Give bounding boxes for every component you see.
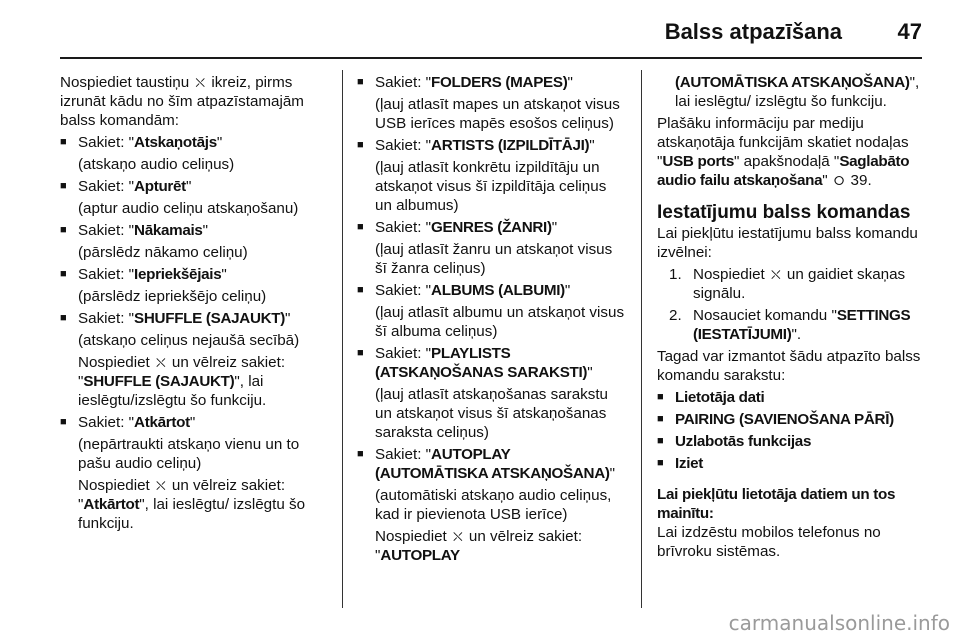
voice-button-icon: ⛌ <box>453 529 463 544</box>
item-note: Nospiediet ⛌ un vēlreiz sakiet: "AUTOPLAY <box>375 528 583 564</box>
item-description: (ļauj atlasīt mapes un atskaņot visus USB ierīces mapēs esošos celiņus) <box>375 96 620 132</box>
list-item: ■ Sakiet: "Atkārtot" <box>60 413 328 432</box>
page-number: 47 <box>897 19 922 44</box>
item-note: Nospiediet ⛌ un vēlreiz sakiet: "SHUFFLE (SAJAUKT)", lai ieslēgtu/izslēgtu šo funkciju. <box>78 354 286 409</box>
item-description: (automātiski atskaņo audio celiņus, kad ir pievienota USB ierīce) <box>375 487 612 523</box>
column-divider-1 <box>342 70 343 608</box>
page-header <box>0 0 960 60</box>
item-description: (pārslēdz iepriekšējo celiņu) <box>78 288 267 305</box>
list-item: ■ Sakiet: "Atskaņotājs" <box>60 133 328 152</box>
more-info-paragraph: Plašāku informāciju par mediju atskaņotāja funkcijām skatiet nodaļas "USB ports" apakšnodaļā "Saglabāto audio failu atskaņošana" ⭘ 39. <box>657 115 910 189</box>
item-description: (ļauj atlasīt žanru un atskaņot visus šī žanra celiņus) <box>375 241 613 277</box>
command-item: ■ Iziet <box>657 454 927 473</box>
item-description: (pārslēdz nākamo celiņu) <box>78 244 248 261</box>
list-item: ■ Sakiet: "Apturēt" <box>60 177 328 196</box>
commands-intro: Tagad var izmantot šādu atpazīto balss komandu sarakstu: <box>657 348 921 384</box>
list-item: ■ Sakiet: "SHUFFLE (SAJAUKT)" <box>60 309 328 328</box>
column-divider-2 <box>641 70 642 608</box>
column-3 <box>657 73 927 564</box>
list-item: ■ Sakiet: "AUTOPLAY (AUTOMĀTISKA ATSKAŅOŠANA)" <box>357 445 625 483</box>
intro-paragraph: Nospiediet taustiņu ⛌ ikreiz, pirms izrunāt kādu no šīm atpazīstamajām balss komandām: <box>60 74 304 129</box>
item-description: (aptur audio celiņu atskaņošanu) <box>78 200 299 217</box>
item-description: (atskaņo celiņus nejaušā secībā) <box>78 332 300 349</box>
item-description: (ļauj atlasīt albumu un atskaņot visus šī albuma celiņus) <box>375 304 625 340</box>
page-title: Balss atpazīšana <box>664 19 842 44</box>
voice-button-icon: ⛌ <box>156 478 166 493</box>
command-item: ■ Uzlabotās funkcijas <box>657 432 927 451</box>
column-2 <box>357 73 625 568</box>
list-item: ■ Sakiet: "Nākamais" <box>60 221 328 240</box>
section-title: Iestatījumu balss komandas <box>657 202 911 223</box>
item-description: (ļauj atlasīt atskaņošanas sarakstu un atskaņot visus šī atskaņošanas saraksta celiņus) <box>375 386 608 441</box>
step-item: 2. Nosauciet komandu "SETTINGS (IESTATĪJUMI)". <box>669 307 911 343</box>
list-item: ■ Sakiet: "FOLDERS (MAPES)" <box>357 73 625 92</box>
item-note: Nospiediet ⛌ un vēlreiz sakiet: "Atkārtot", lai ieslēgtu/ izslēgtu šo funkciju. <box>78 477 306 532</box>
subsection-text: Lai izdzēstu mobilos telefonus no brīvroku sistēmas. <box>657 524 881 560</box>
item-description: (ļauj atlasīt konkrētu izpildītāju un atskaņot visus šī izpildītāja celiņus un albumus) <box>375 159 607 214</box>
item-description: (nepārtraukti atskaņo vienu un to pašu audio celiņu) <box>78 436 300 472</box>
list-item: ■ Sakiet: "PLAYLISTS (ATSKAŅOŠANAS SARAKSTI)" <box>357 344 625 382</box>
step-item: 1. Nospiediet ⛌ un gaidiet skaņas signālu. <box>669 266 906 302</box>
command-item: ■ Lietotāja dati <box>657 388 927 407</box>
header-divider <box>60 57 922 59</box>
page-reference-arrow-icon: ⭘ <box>833 173 845 188</box>
command-item: ■ PAIRING (SAVIENOŠANA PĀRĪ) <box>657 410 927 429</box>
watermark: carmanualsonline.info <box>728 611 950 635</box>
list-item: ■ Sakiet: "ALBUMS (ALBUMI)" <box>357 281 625 300</box>
item-note-continued: (AUTOMĀTISKA ATSKAŅOŠANA)", lai ieslēgtu/ izslēgtu šo funkciju. <box>675 74 920 110</box>
item-description: (atskaņo audio celiņus) <box>78 156 235 173</box>
list-item: ■ Sakiet: "Iepriekšējais" <box>60 265 328 284</box>
voice-button-icon: ⛌ <box>156 355 166 370</box>
column-1 <box>60 73 328 536</box>
subsection-heading: Lai piekļūtu lietotāja datiem un tos mainītu: <box>657 486 896 522</box>
section-intro: Lai piekļūtu iestatījumu balss komandu izvēlnei: <box>657 225 918 261</box>
voice-button-icon: ⛌ <box>195 75 206 90</box>
list-item: ■ Sakiet: "GENRES (ŽANRI)" <box>357 218 625 237</box>
list-item: ■ Sakiet: "ARTISTS (IZPILDĪTĀJI)" <box>357 136 625 155</box>
voice-button-icon: ⛌ <box>771 267 781 282</box>
